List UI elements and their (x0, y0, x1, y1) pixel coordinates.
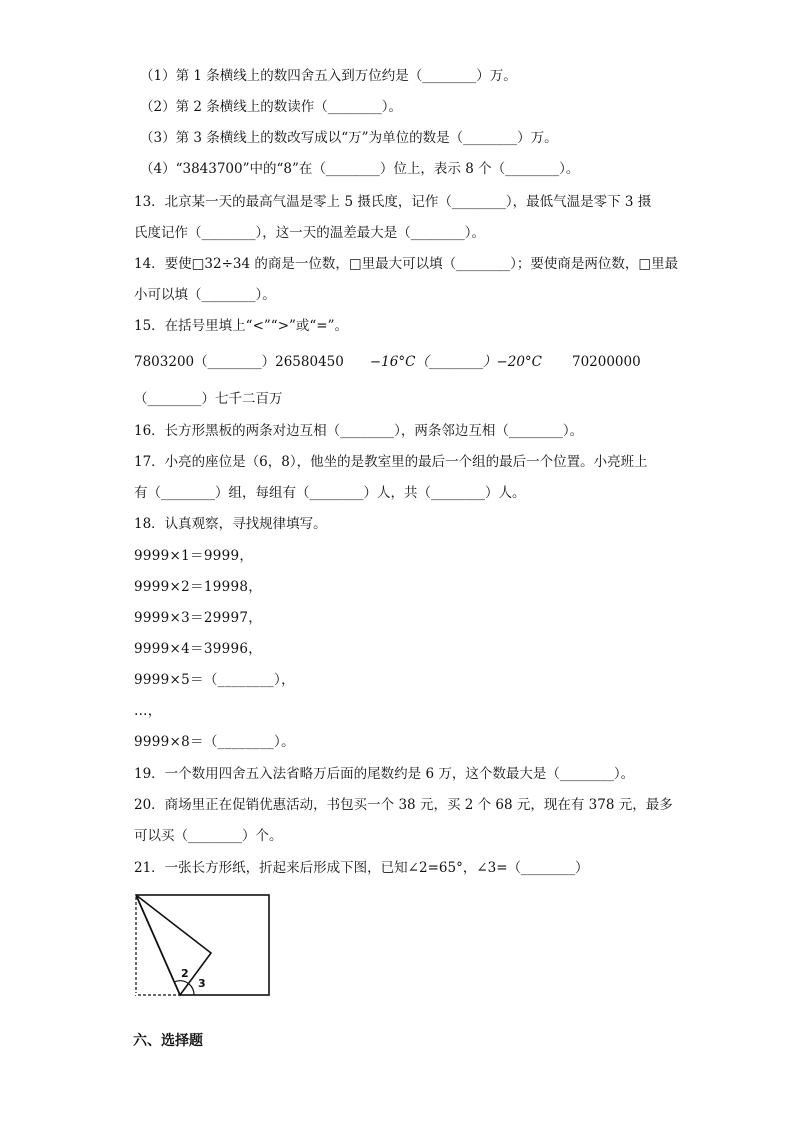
angle-3-label: 3 (198, 977, 206, 990)
question-21: 21．一张长方形纸，折起来后形成下图，已知∠2=65°，∠3=（________） (134, 860, 589, 876)
angle-3-arc (189, 984, 194, 995)
equation-5: 9999×5＝（________）， (134, 672, 295, 688)
sub-question-1: （1）第 1 条横线上的数四舍五入到万位约是（________）万。 (140, 68, 517, 84)
question-15-row-2: （________）七千二百万 (134, 391, 283, 407)
question-13-line-2: 氏度记作（________），这一天的温差最大是（________）。 (134, 225, 485, 241)
equation-1: 9999×1＝9999， (134, 548, 254, 564)
compare-temperatures: −16°C（________）−20°C (369, 354, 542, 370)
equation-2: 9999×2＝19998， (134, 579, 263, 595)
angle-2-label: 2 (181, 967, 189, 980)
equation-3: 9999×3＝29997， (134, 610, 263, 626)
equation-8: 9999×8＝（________）。 (134, 734, 295, 750)
sub-question-3: （3）第 3 条横线上的数改写成以“万”为单位的数是（________）万。 (140, 130, 558, 146)
sub-question-4: （4）“3843700”中的“8”在（________）位上，表示 8 个（________）。 (140, 161, 580, 177)
question-14-line-1: 14．要使□32÷34 的商是一位数，□里最大可以填（________）；要使商是两位数，□里最 (134, 256, 679, 272)
question-20-line-1: 20．商场里正在促销优惠活动，书包买一个 38 元，买 2 个 68 元，现在有 378 元，最多 (134, 797, 673, 813)
folded-paper-figure (134, 893, 274, 1003)
question-17-line-2: 有（________）组，每组有（________）人，共（________）人。 (134, 485, 526, 501)
question-20-line-2: 可以买（________）个。 (134, 828, 283, 844)
question-18: 18．认真观察，寻找规律填写。 (134, 516, 327, 532)
question-15: 15．在括号里填上“<”“>”或“=”。 (134, 318, 349, 334)
compare-number-left: 70200000 (571, 354, 641, 370)
question-13-line-1: 13．北京某一天的最高气温是零上 5 摄氏度，记作（________），最低气温是零下 3 摄 (134, 194, 652, 210)
question-14-line-2: 小可以填（________）。 (134, 287, 276, 303)
question-19: 19．一个数用四舍五入法省略万后面的尾数约是 6 万，这个数最大是（________）。 (134, 766, 635, 782)
section-title: 六、选择题 (133, 1033, 203, 1049)
question-15-row-1 (134, 352, 641, 372)
question-17-line-1: 17．小亮的座位是（6，8），他坐的是教室里的最后一个组的最后一个位置。小亮班上 (134, 454, 648, 470)
fold-crease (136, 895, 180, 995)
equation-4: 9999×4＝39996， (134, 641, 263, 657)
question-16: 16．长方形黑板的两条对边互相（________），两条邻边互相（________）。 (134, 423, 584, 439)
equation-ellipsis: …， (134, 703, 162, 719)
sub-question-2: （2）第 2 条横线上的数读作（________）。 (140, 99, 403, 115)
compare-numbers: 7803200（________）26580450 (134, 354, 344, 370)
angle-2-arc (174, 981, 189, 984)
